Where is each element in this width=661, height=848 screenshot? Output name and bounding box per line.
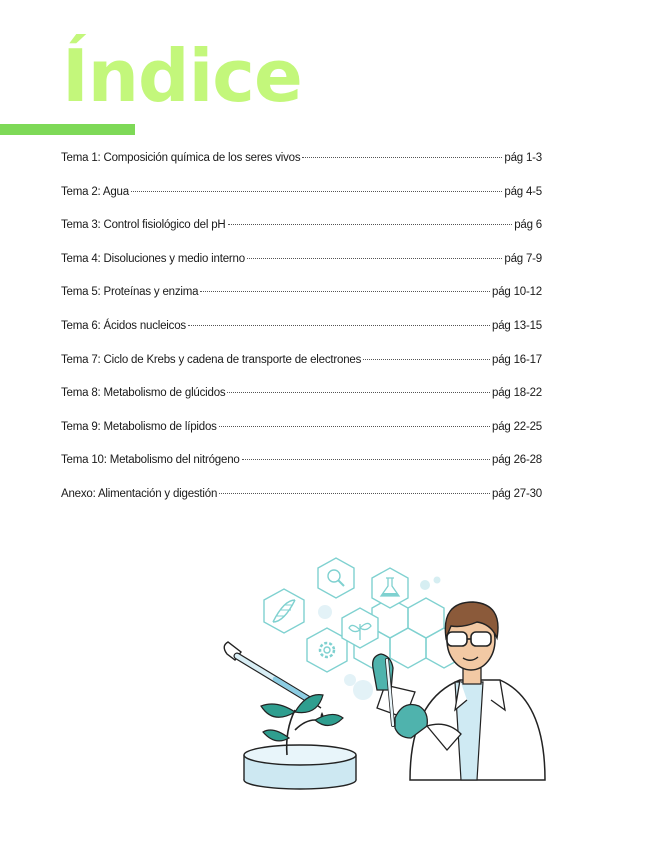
toc-entry-pages: pág 26-28 — [492, 454, 542, 467]
page-title: Índice — [62, 34, 302, 118]
gear-icon — [307, 628, 347, 672]
toc-entry[interactable] — [61, 421, 542, 455]
bubble-decoration — [318, 605, 332, 619]
toc-entry-title: Tema 10: Metabolismo del nitrógeno — [61, 454, 240, 467]
flask-icon — [372, 568, 408, 608]
toc-entry-pages: pág 6 — [514, 219, 542, 232]
dot-leader — [227, 392, 490, 393]
toc-entry-pages: pág 13-15 — [492, 319, 542, 332]
title-accent-bar — [0, 124, 135, 135]
toc-entry-pages: pág 4-5 — [504, 185, 542, 198]
toc-entry-pages: pág 1-3 — [504, 152, 542, 164]
toc-entry-title: Tema 6: Ácidos nucleicos — [61, 319, 186, 332]
dot-leader — [200, 291, 490, 292]
bubble-decoration — [420, 580, 430, 590]
scientist-illustration — [215, 550, 555, 790]
toc-entry-title: Tema 9: Metabolismo de lípidos — [61, 420, 217, 433]
dot-leader — [363, 359, 490, 360]
toc-entry-pages: pág 7-9 — [504, 252, 542, 265]
magnifier-icon — [318, 558, 354, 598]
toc-entry-pages: pág 22-25 — [492, 420, 542, 433]
toc-entry-pages: pág 10-12 — [492, 286, 542, 299]
dna-icon — [264, 589, 304, 633]
bubble-decoration — [344, 674, 356, 686]
toc-entry[interactable] — [61, 253, 542, 287]
toc-entry[interactable] — [61, 219, 542, 253]
toc-entry-title: Tema 2: Agua — [61, 185, 129, 198]
dot-leader — [131, 191, 502, 192]
bubble-decoration — [434, 577, 441, 584]
toc-entry-pages: pág 16-17 — [492, 353, 542, 366]
dot-leader — [247, 258, 502, 259]
toc-entry[interactable] — [61, 320, 542, 354]
table-of-contents — [61, 152, 542, 522]
toc-entry-title: Tema 1: Composición química de los seres vivos — [61, 152, 301, 164]
petri-dish-icon — [244, 695, 356, 789]
dot-leader — [302, 157, 502, 158]
scientist-figure — [373, 602, 545, 780]
toc-entry-title: Tema 5: Proteínas y enzima — [61, 286, 199, 299]
toc-entry[interactable] — [61, 286, 542, 320]
dot-leader — [228, 224, 513, 225]
toc-entry[interactable] — [61, 186, 542, 220]
toc-entry[interactable] — [61, 387, 542, 421]
toc-entry[interactable] — [61, 454, 542, 488]
toc-entry-pages: pág 18-22 — [492, 387, 542, 400]
bubble-decoration — [353, 680, 373, 700]
toc-entry-title: Tema 3: Control fisiológico del pH — [61, 219, 226, 232]
dot-leader — [242, 459, 490, 460]
toc-entry-title: Tema 7: Ciclo de Krebs y cadena de transporte de electrones — [61, 353, 362, 366]
dot-leader — [219, 426, 490, 427]
toc-entry[interactable] — [61, 488, 542, 522]
toc-entry-title: Anexo: Alimentación y digestión — [61, 487, 218, 500]
toc-entry[interactable] — [61, 354, 542, 388]
toc-entry[interactable] — [61, 152, 542, 186]
dot-leader — [219, 493, 490, 494]
toc-entry-pages: pág 27-30 — [492, 487, 542, 500]
dot-leader — [188, 325, 490, 326]
toc-entry-title: Tema 4: Disoluciones y medio interno — [61, 252, 245, 265]
toc-entry-title: Tema 8: Metabolismo de glúcidos — [61, 387, 226, 400]
